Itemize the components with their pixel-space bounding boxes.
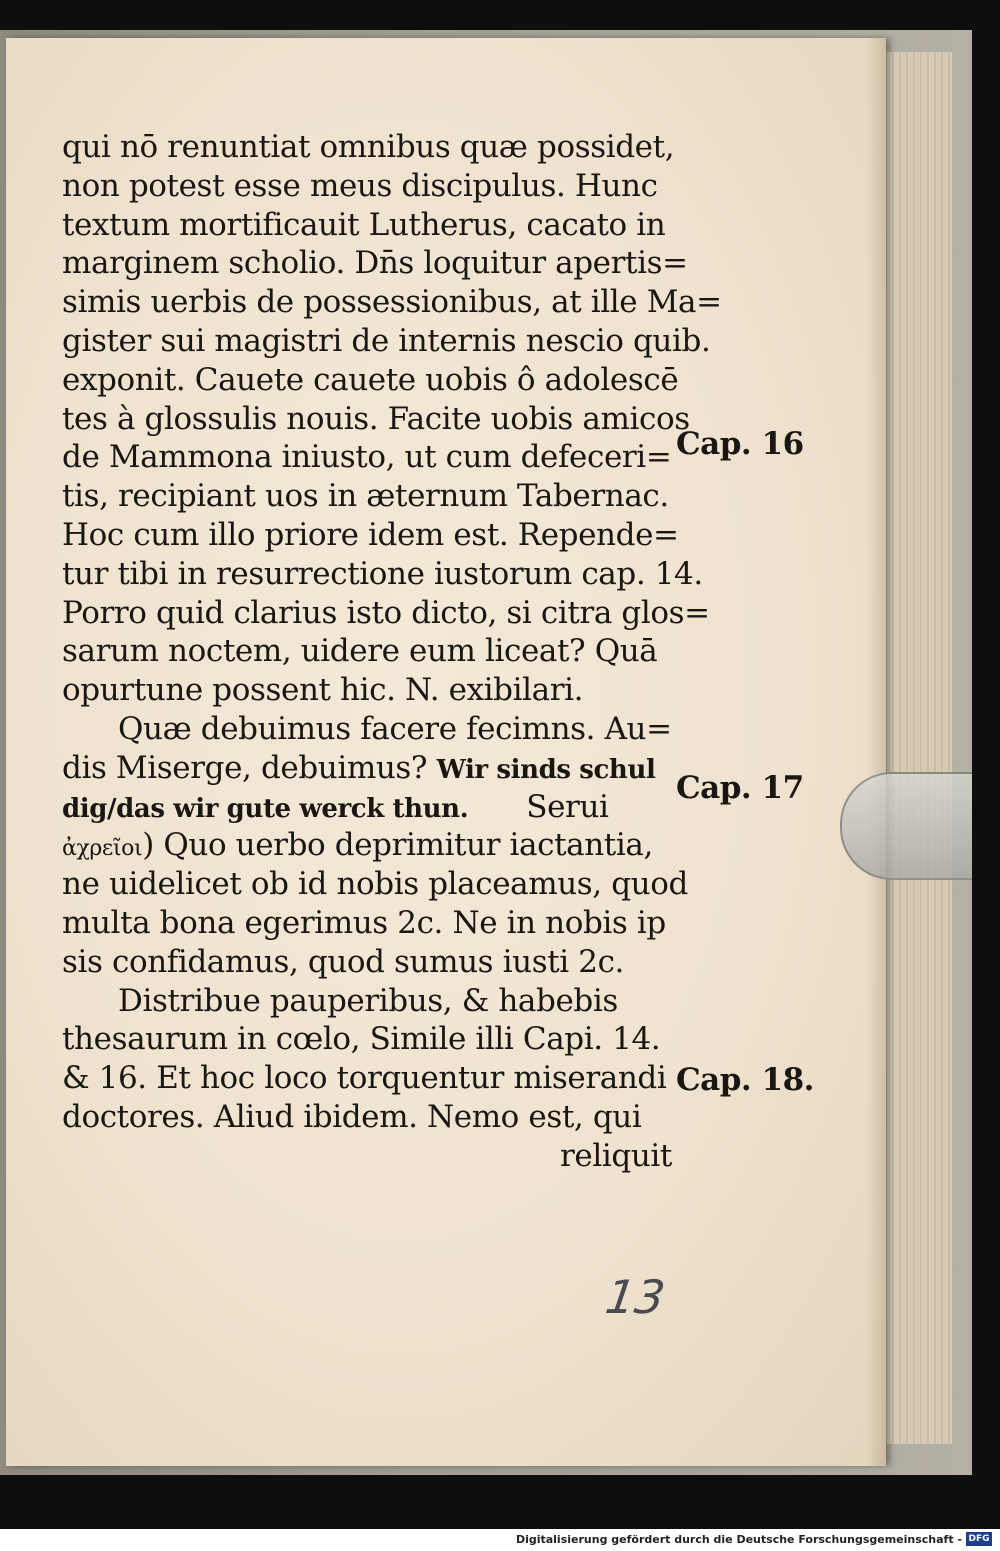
text-line: qui nō renuntiat omnibus quæ possidet,: [62, 129, 675, 165]
funding-credit: Digitalisierung gefördert durch die Deutsche Forschungsgemeinschaft -: [515, 1533, 962, 1546]
text-line: non potest esse meus discipulus. Hunc: [62, 167, 658, 204]
text-line: [62, 826, 672, 865]
text-line: simis uerbis de possessionibus, at ille Ma=: [62, 284, 722, 321]
dfg-logo-icon: DFG: [966, 1532, 992, 1546]
text-line: tur tibi in resurrectione iustorum cap. 14.: [62, 555, 703, 592]
text-line: sarum noctem, uidere eum liceat? Quā: [62, 633, 658, 670]
leaf-shadow: [866, 38, 886, 1466]
latin-text: Serui: [526, 788, 609, 825]
text-line: exponit. Cauete cauete uobis ô adolescē: [62, 361, 679, 398]
text-line: tes à glossulis nouis. Facite uobis amicos: [62, 400, 690, 437]
text-line: textum mortificauit Lutherus, cacato in: [62, 206, 666, 243]
text-line: [62, 749, 672, 788]
folio-number: 13: [602, 1270, 669, 1324]
margin-note-cap18: Cap. 18.: [676, 1062, 814, 1098]
text-line: gister sui magistri de internis nescio quib.: [62, 322, 711, 359]
text-line: marginem scholio. Dn̄s loquitur apertis=: [62, 245, 688, 282]
margin-note-cap17: Cap. 17: [676, 770, 804, 806]
text-line: Quæ debuimus facere fecimns. Au=: [118, 710, 672, 747]
german-text: Wir sinds schul: [436, 754, 656, 785]
text-line: de Mammona iniusto, ut cum defeceri=: [62, 439, 672, 476]
text-line: Porro quid clarius isto dicto, si citra glos=: [62, 594, 710, 631]
page-clip: [840, 772, 972, 880]
text-line: & 16. Et hoc loco torquentur miserandi: [62, 1060, 667, 1097]
latin-text: dis Miserge, debuimus?: [62, 749, 437, 786]
text-line: Distribue pauperibus, & habebis: [118, 982, 618, 1019]
main-text: [62, 128, 722, 1176]
greek-text: ἀχρεῖοι: [62, 836, 143, 862]
text-line: thesaurum in cœlo, Simile illi Capi. 14.: [62, 1021, 661, 1058]
german-text: dig/das wir gute werck thun.: [62, 793, 469, 824]
text-line: doctores. Aliud ibidem. Nemo est, qui: [62, 1098, 642, 1135]
text-line: opurtune possent hic. N. exibilari.: [62, 672, 584, 709]
text-line: ne uidelicet ob id nobis placeamus, quod: [62, 866, 688, 903]
text-line: Hoc cum illo priore idem est. Repende=: [62, 516, 679, 553]
footer-bar: [0, 1529, 1000, 1551]
text-line: [62, 788, 672, 827]
margin-note-cap16: Cap. 16: [676, 426, 804, 462]
text-line: sis confidamus, quod sumus iusti 2c.: [62, 943, 624, 980]
catchword: reliquit: [560, 1137, 672, 1174]
text-line: multa bona egerimus 2c. Ne in nobis ip: [62, 904, 666, 941]
latin-text: ) Quo uerbo deprimitur iactantia,: [142, 827, 653, 864]
text-line: tis, recipiant uos in æternum Tabernac.: [62, 478, 669, 515]
